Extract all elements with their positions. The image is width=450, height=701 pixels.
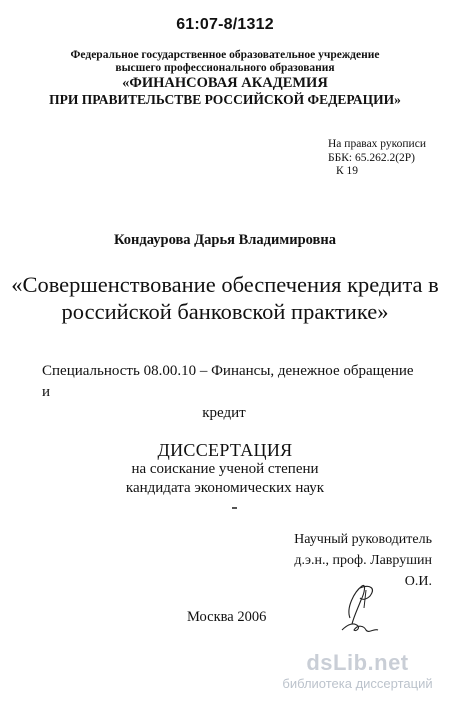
rights-line-3: К 19 bbox=[336, 165, 359, 177]
rights-line-1: На правах рукописи bbox=[328, 138, 426, 150]
handwritten-signature bbox=[336, 578, 386, 640]
title-line-1: «Совершенствование обеспечения кредита в bbox=[11, 272, 439, 297]
advisor-line-1: Научный руководитель bbox=[294, 532, 432, 547]
advisor-line-2: д.э.н., проф. Лаврушин О.И. bbox=[294, 553, 432, 589]
title-line-2: российской банковской практике» bbox=[61, 299, 389, 324]
author-name: Кондаурова Дарья Владимировна bbox=[114, 232, 336, 248]
watermark-logo: dsLib.net bbox=[306, 650, 409, 675]
registry-code: 61:07-8/1312 bbox=[176, 16, 274, 33]
dissertation-title bbox=[0, 271, 450, 325]
institution-line-4: ПРИ ПРАВИТЕЛЬСТВЕ РОССИЙСКОЙ ФЕДЕРАЦИИ» bbox=[49, 92, 401, 107]
institution-line-2: высшего профессионального образования bbox=[115, 62, 335, 74]
watermark-subtitle: библиотека диссертаций bbox=[282, 676, 433, 691]
dissertation-block bbox=[0, 440, 450, 498]
institution-block bbox=[0, 49, 450, 108]
specialty-line-2: кредит bbox=[202, 405, 246, 421]
rights-line-2: ББК: 65.262.2(2Р) bbox=[328, 151, 416, 164]
ink-mark bbox=[232, 507, 237, 509]
specialty-line-1: Специальность 08.00.10 – Финансы, денежное обращение и bbox=[42, 363, 414, 400]
specialty-block bbox=[42, 361, 422, 424]
dissertation-heading: ДИССЕРТАЦИЯ bbox=[157, 440, 293, 460]
dissertation-line-1: на соискание ученой степени bbox=[131, 461, 319, 477]
institution-line-1: Федеральное государственное образовательное учреждение bbox=[70, 49, 380, 61]
dissertation-line-2: кандидата экономических наук bbox=[125, 480, 325, 496]
institution-line-3: «ФИНАНСОВАЯ АКАДЕМИЯ bbox=[122, 75, 328, 91]
rights-block bbox=[328, 138, 426, 179]
watermark bbox=[270, 650, 445, 692]
place-year: Москва 2006 bbox=[187, 609, 267, 625]
